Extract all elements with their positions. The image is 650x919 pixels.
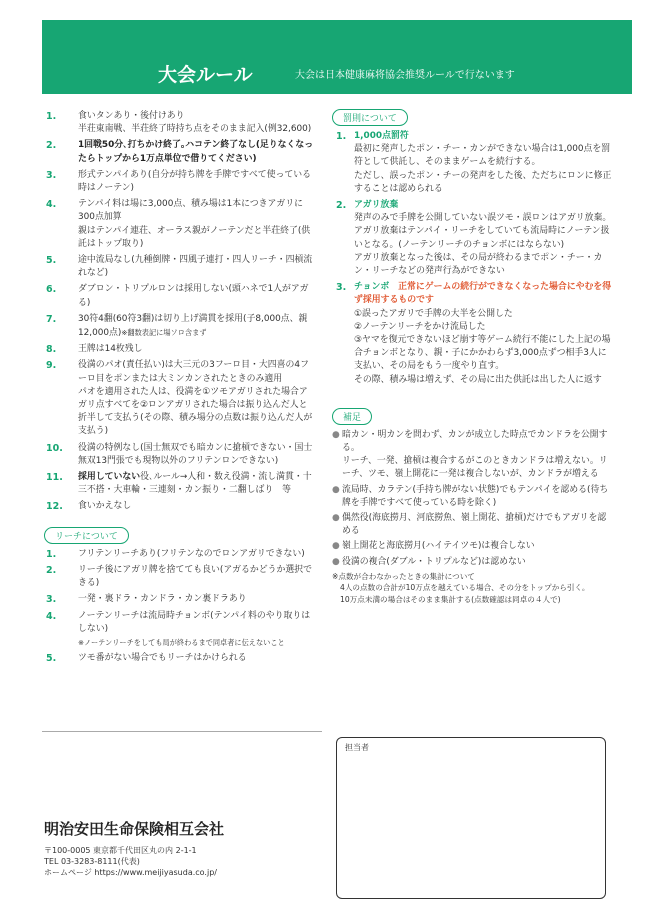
rule-text: テンパイ料は場に3,000点、積み場は1本につきアガリに300点加算 xyxy=(78,199,303,223)
rule-number: 11. xyxy=(46,472,63,484)
rule-item xyxy=(44,110,316,136)
rule-number: 4. xyxy=(46,199,57,211)
rule-note: ※翻数表記に場ソロ含まず xyxy=(121,328,207,338)
rule-text: 役､ルール→人和・数え役満・流し満貫・十三不搭・大車輪・三連刻・カン振り・二翻しばり 等 xyxy=(78,472,312,496)
footer-divider xyxy=(42,731,322,732)
rule-number: 12. xyxy=(46,501,63,513)
company-website-link[interactable]: ホームページ https://www.meijiyasuda.co.jp/ xyxy=(44,868,217,877)
rule-item xyxy=(44,254,316,280)
rule-number: 6. xyxy=(46,284,57,296)
penalty-number: 2. xyxy=(336,200,347,212)
points-note-line: 4人の点数の合計が10万点を越えている場合、その分をトップから引く。 xyxy=(340,583,590,593)
penalty-text: その際、積み場は増えず、その局に出た供託は出した人に返す xyxy=(354,374,602,385)
supplement-bullet xyxy=(332,512,612,538)
rule-item xyxy=(44,313,316,340)
riichi-item xyxy=(44,593,316,606)
supplement-text: 流局時、カラテン(手持ち牌がない状態)でもテンパイを認める(待ち牌を手牌ですべて使っている時を除く) xyxy=(342,484,609,508)
left-column xyxy=(44,110,316,668)
rule-text: 形式テンパイあり(自分が持ち牌を手牌ですべて使っている時はノーテン) xyxy=(78,169,311,194)
rule-number: 1. xyxy=(46,111,57,122)
riichi-item xyxy=(44,652,316,665)
rule-number: 3. xyxy=(46,169,57,181)
riichi-number: 1. xyxy=(46,548,57,560)
rule-item xyxy=(44,343,316,356)
riichi-text: フリテンリーチあり(フリテンなのでロンアガリできない) xyxy=(78,548,305,559)
supplement-bullet xyxy=(332,540,612,553)
riichi-item xyxy=(44,548,316,561)
riichi-section-label: リーチについて xyxy=(44,527,129,544)
page-title: 大会ルール xyxy=(158,64,253,86)
penalty-item xyxy=(332,281,612,387)
main-rules-list xyxy=(44,110,316,514)
rule-text: 食いタンあり・後付けあり xyxy=(78,111,185,121)
riichi-text: 一発・裏ドラ・カンドラ・カン裏ドラあり xyxy=(78,594,247,605)
riichi-section xyxy=(44,524,316,666)
supplement-bullet xyxy=(332,484,612,510)
company-address: 〒100-0005 東京都千代田区丸の内 2-1-1 xyxy=(44,846,197,855)
penalty-title: アガリ放棄 xyxy=(354,200,399,211)
penalty-number: 3. xyxy=(336,282,347,294)
penalty-section xyxy=(332,106,612,387)
rule-text: 30符4翻(60符3翻)は切り上げ満貫を採用(子8,000点、親12,000点) xyxy=(78,313,308,339)
rule-number: 8. xyxy=(46,344,57,356)
supplement-bullet xyxy=(332,429,612,482)
rule-text: ダブロン・トリプルロンは採用しない(頭ハネで1人がアガる) xyxy=(78,284,309,308)
rule-text: 半荘東南戦、半荘終了時持ち点をそのまま記入(例32,600) xyxy=(78,124,312,135)
penalty-text: ①誤ったアガリで手牌の大半を公開した xyxy=(354,308,513,319)
riichi-text: リーチ後にアガリ牌を捨てても良い(アガるかどうか選択できる) xyxy=(78,564,313,589)
supplement-section xyxy=(332,405,612,606)
rule-item xyxy=(44,169,316,195)
header-banner xyxy=(42,20,632,94)
rule-text: 親はテンパイ連荘、オーラス親がノーテンだと半荘終了(供託はトップ取り) xyxy=(78,225,311,249)
riichi-number: 3. xyxy=(46,594,57,606)
rule-text: 役満の特例なし(国士無双でも暗カンに搶槓できない・国士無双13門張でも現物以外のフリテンロンできない) xyxy=(78,442,313,466)
bullet-dot-icon: ● xyxy=(332,541,340,552)
rule-item xyxy=(44,198,316,251)
bullet-dot-icon: ● xyxy=(332,429,340,440)
rule-item xyxy=(44,139,316,165)
rule-text: 役満のパオ(責任払い)は大三元の3フーロ目・大四喜の4フーロ目をポンまたは大ミンカンされたときのみ適用 xyxy=(78,360,309,384)
rule-bold-lead: 採用していない xyxy=(78,472,141,483)
bullet-dot-icon: ● xyxy=(332,484,340,495)
riichi-number: 4. xyxy=(46,610,57,622)
penalty-text: 発声のみで手牌を公開していない誤ツモ・誤ロンはアガリ放棄。 xyxy=(354,213,612,224)
supplement-text: リーチ、一発、搶槓は複合するがこのときカンドラは増えない。リーチ、ツモ、嶺上開花に一発は複合しないが、カンドラが増える xyxy=(342,456,608,480)
rule-text: 途中流局なし(九種倒牌・四風子連打・四人リーチ・四槓流れなど) xyxy=(78,255,313,279)
riichi-item xyxy=(44,610,316,650)
rule-number: 2. xyxy=(46,140,57,152)
penalty-text: アガリ放棄はテンパイ・リーチをしていても流局時にノーテン扱いとなる。(ノーテンリーチのチョンボにはならない) xyxy=(354,226,610,250)
points-note-line: ※点数が合わなかったときの集計について xyxy=(332,571,475,581)
penalty-section-label: 罰則について xyxy=(332,109,408,126)
bullet-dot-icon: ● xyxy=(332,513,340,524)
penalty-item xyxy=(332,199,612,278)
rule-text: 王牌は14枚残し xyxy=(78,344,143,355)
staff-label: 担当者 xyxy=(345,743,369,752)
riichi-text: ツモ番がない場合でもリーチはかけられる xyxy=(78,653,247,664)
riichi-number: 5. xyxy=(46,653,57,665)
rule-item xyxy=(44,283,316,309)
rule-number: 10. xyxy=(46,442,63,454)
penalty-title: チョンボ xyxy=(354,282,390,293)
supplement-text: 偶然役(海底撈月、河底撈魚、嶺上開花、搶槓)だけでもアガリを認める xyxy=(342,513,607,537)
staff-box xyxy=(336,737,606,899)
supplement-text: 暗カン・明カンを問わず、カンが成立した時点でカンドラを公開する。 xyxy=(342,429,608,454)
bullet-dot-icon: ● xyxy=(332,556,340,567)
penalty-text: ②ノーテンリーチをかけ流局した xyxy=(354,321,486,332)
rule-number: 5. xyxy=(46,255,57,267)
penalty-text: ③ヤマを復元できないほど崩す等ゲーム続行不能にした上記の場合チョンボとなり、親・子にかかわらず3,000点ずつ相手3人に支払い、その局をもう一度やり直す。 xyxy=(354,335,611,372)
right-column xyxy=(332,106,612,605)
penalty-item xyxy=(332,130,612,196)
page-subtitle: 大会は日本健康麻将協会推奨ルールで行ないます xyxy=(295,70,515,81)
supplement-bullet xyxy=(332,556,612,569)
company-tel: TEL 03-3283-8111(代表) xyxy=(44,857,140,866)
penalty-warning: 正常にゲームの続行ができなくなった場合にやむを得ず採用するものです xyxy=(354,282,612,306)
rule-item xyxy=(44,359,316,438)
rule-text: パオを適用された人は、役満を①ツモアガリされた場合アガリ点すべてを②ロンアガリされた場合は振り込んだ人と折半して支払う(その際、積み場分の点数は振り込んだ人が支払う) xyxy=(78,386,313,437)
supplement-text: 役満の複合(ダブル・トリプルなど)は認めない xyxy=(342,556,526,567)
riichi-text: ノーテンリーチは流局時チョンボ(テンパイ料のやり取りはしない) xyxy=(78,610,311,634)
rule-number: 7. xyxy=(46,313,57,325)
rule-number: 9. xyxy=(46,360,57,372)
supplement-section-label: 補足 xyxy=(332,408,372,425)
riichi-item xyxy=(44,564,316,590)
rule-text: 食いかえなし xyxy=(78,501,132,512)
supplement-text: 嶺上開花と海底撈月(ハイテイツモ)は複合しない xyxy=(342,541,535,552)
penalty-text: ただし、誤ったポン・チーの発声をした後、ただちにロンに修正することは認められる xyxy=(354,170,612,194)
company-name: 明治安田生命保険相互会社 xyxy=(44,820,225,838)
penalty-title: 1,000点罰符 xyxy=(354,131,409,141)
penalty-text: アガリ放棄となった後は、その局が終わるまでポン・チー・カン・リーチなどの発声行為ができない xyxy=(354,252,603,277)
rule-item xyxy=(44,471,316,497)
riichi-number: 2. xyxy=(46,564,57,576)
rule-item xyxy=(44,442,316,468)
rule-text: 1回戦50分､打ちかけ終了｡ハコテン終了なし(足りなくなったらトップから1万点単位で借りてください) xyxy=(78,140,314,164)
footer xyxy=(44,818,224,878)
penalty-text: 最初に発声したポン・チー・カンができない場合は1,000点を罰符として供託し、そのままゲームを続行する。 xyxy=(354,144,611,168)
points-note xyxy=(332,571,612,606)
riichi-note: ※ノーテンリーチをしても局が終わるまで同卓者に伝えないこと xyxy=(78,637,285,647)
points-note-line: 10万点未満の場合はそのまま集計する(点数確認は同卓の４人で) xyxy=(340,594,561,604)
rule-item xyxy=(44,500,316,513)
penalty-number: 1. xyxy=(336,131,347,142)
